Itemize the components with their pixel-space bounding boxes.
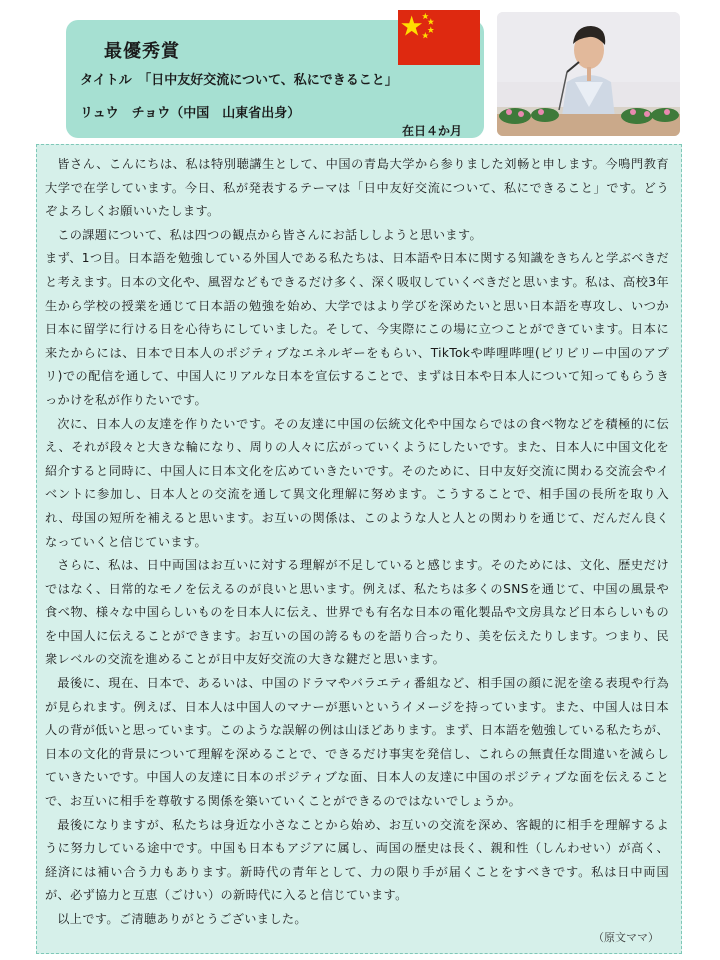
- speaker-photo: [497, 12, 680, 136]
- essay-title: タイトル 「日中友好交流について、私にできること」: [80, 73, 398, 88]
- essay-paragraph: 以上です。ご清聴ありがとうございました。: [57, 912, 307, 926]
- award-title: 最優秀賞: [104, 41, 180, 62]
- essay-paragraph: この課題について、私は四つの観点から皆さんにお話ししようと思います。: [57, 227, 482, 242]
- stay-duration: 在日４か月: [402, 124, 463, 138]
- essay-paragraph: 最後に、現在、日本で、あるいは、中国のドラマやバラエティ番組など、相手国の顔に泥を塗る表現や行為が見られます。例えば、日本人は中国人のマナーが悪いというイメージを持っています。また、中国人は日本人の背が低いと思っています。このような誤解の例は山ほどあります。まず、日本語を勉強している私たちが、日本の文化的背景について理解を深めることで、できるだけ事実を発信し、これらの無責任な間違いを減らしていきたいです。中国人の友達に日本のポジティブな面、日本人の友達に中国のポジティブな面を伝えることで、お互いに相手を尊敬する関係を築いていくことができるのではないでしょうか。: [45, 676, 669, 809]
- essay-paragraph: まず、1つ目。日本語を勉強している外国人である私たちは、日本語や日本に関する知識をきちんと学ぶべきだと考えます。日本の文化や、風習などもできるだけ多く、深く吸収していくべきだと思います。私は、高校3年生から学校の授業を通じて日本語の勉強を始め、大学ではより学びを深めたいと思い日本語を専攻し、いつか日本に留学に行ける日を心待ちにしていました。そして、今実際にこの場に立つことができています。日本に来たからには、日本で日本人のポジティブなエネルギーをもらい、TikTokや哔哩哔哩(ビリビリー中国のアプリ)での配信を通して、中国人にリアルな日本を宣伝することで、まずは日本や日本人について知ってもらうきっかけを私が作りたいです。: [45, 251, 669, 407]
- essay-paragraph: 最後になりますが、私たちは身近な小さなことから始め、お互いの交流を深め、客観的に相手を理解するように努力している途中です。中国も日本もアジアに属し、両国の歴史は長く、親和性（しんわせい）が高く、経済には補い合う力もあります。新時代の青年として、力の限り手が届くことをすべきです。私は日中両国が、必ず協力と互恵（ごけい）の新時代に入ると信じています。: [45, 817, 669, 903]
- essay-paragraph: さらに、私は、日中両国はお互いに対する理解が不足していると感じます。そのためには、文化、歴史だけではなく、日常的なモノを伝えるのが良いと思います。例えば、私たちは多くのSNSを通じて、中国の風景や食べ物、様々な中国らしいものを日本人に伝え、世界でも有名な日本の電化製品や文房具など日本らしいものを中国人に伝えることができます。お互いの国の誇るものを語り合ったり、美を伝えたりします。つまり、民衆レベルの交流を進めることが日中友好交流の大きな鍵だと思います。: [45, 558, 669, 667]
- essay-paragraph: 皆さん、こんにちは、私は特別聴講生として、中国の青島大学から参りました刘畅と申します。今鳴門教育大学で在学しています。今日、私が発表するテーマは「日中友好交流について、私にできること」です。どうぞよろしくお願いいたします。: [45, 157, 669, 219]
- essay-body: [36, 144, 682, 954]
- china-flag-icon: [398, 10, 480, 65]
- essay-paragraph: 次に、日本人の友達を作りたいです。その友達に中国の伝統文化や中国ならではの食べ物などを積極的に伝え、それが段々と大きな輪になり、周りの人々に広がっていくようにしたいです。また、日本人に中国文化を紹介すると同時に、中国人に日本文化を広めていきたいです。そのために、日中友好交流に関わる交流会やイベントに参加し、日本人との交流を通して異文化理解に努めます。こうすることで、相手国の長所を取り入れ、母国の短所を補えると思います。お互いの関係は、このような人と人との関わりを通じて、だんだん良くなっていくと信じています。: [45, 416, 669, 549]
- original-text-note: （原文ママ）: [593, 931, 659, 944]
- author-name: リュウ チョウ（中国 山東省出身）: [80, 106, 301, 121]
